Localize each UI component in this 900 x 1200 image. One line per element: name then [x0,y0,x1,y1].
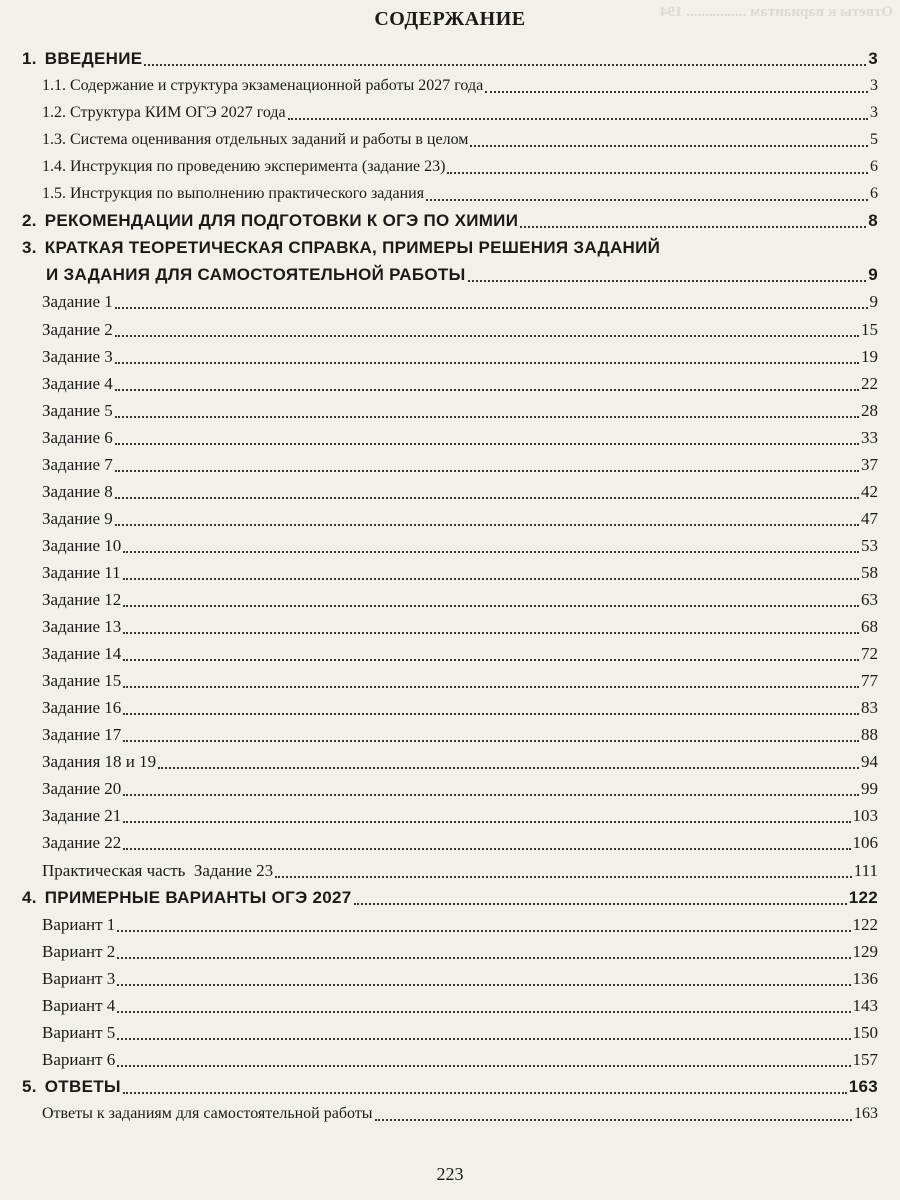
toc-entry-label: РЕКОМЕНДАЦИИ ДЛЯ ПОДГОТОВКИ К ОГЭ ПО ХИМИИ [44,211,519,231]
toc-entry [42,803,878,829]
toc-entry [42,966,878,992]
toc-entry-title [42,614,121,640]
toc-entry-label: Задание 13 [42,617,122,637]
toc-entry [42,587,878,613]
toc-entry-label: Вариант 6 [42,1049,116,1069]
toc-entry [42,939,878,965]
dot-leader [123,632,859,634]
dot-leader [123,1092,847,1094]
dot-leader [115,470,859,472]
toc-entry [42,1047,878,1073]
toc-entry-label: 1.4. Инструкция по проведению эксперимента (задание 23) [42,158,446,176]
toc-entry [42,317,878,343]
toc-page-number: 163 [854,1104,878,1122]
toc-page-number: 143 [852,995,878,1015]
toc-page-number: 3 [868,49,878,68]
toc-entry-label: Задание 12 [42,590,122,609]
toc-entry [42,1101,878,1127]
toc-entry-label: Задание 7 [42,454,113,474]
dot-leader [117,930,850,932]
toc-section-number: 1. [22,49,37,68]
toc-entry-title [42,425,113,451]
toc-entry [42,695,878,721]
toc-page-number: 3 [870,77,878,95]
toc-entry [42,425,878,451]
dot-leader [123,551,859,553]
toc-entry-title [42,73,483,99]
toc-entry-label: Задание 10 [42,535,122,555]
toc-entry [22,235,878,261]
toc-page-number: 9 [869,292,878,312]
dot-leader [123,848,850,850]
toc-entry [42,289,878,315]
bleed-through-text: Ответы к вариантам ................ 194 [660,4,894,20]
toc-page-number: 68 [861,617,878,637]
toc-entry-title [42,912,115,938]
toc-page-number: 72 [861,644,878,664]
toc-entry-label: Задание 20 [42,779,122,799]
toc-entry-title [42,641,121,667]
toc-entry-label: КРАТКАЯ ТЕОРЕТИЧЕСКАЯ СПРАВКА, ПРИМЕРЫ РЕШЕНИЯ ЗАДАНИЙ [44,238,661,258]
dot-leader [123,659,859,661]
toc-entry-label: Вариант 2 [42,941,116,961]
toc-page-number: 163 [848,1076,878,1096]
page-number: 223 [436,1164,464,1184]
toc-entry-label: Задание 6 [42,427,113,447]
toc-entry-title [22,46,142,72]
toc-entry [42,479,878,505]
toc-entry-title [42,749,156,775]
toc-entry-label: ОТВЕТЫ [44,1076,121,1096]
toc-entry-label: Задание 3 [42,346,113,366]
toc-entry-title [42,371,113,397]
toc-entry-title [42,181,424,207]
toc-entry-title [42,344,113,370]
toc-entry-label: Задание 22 [42,833,122,853]
dot-leader [470,145,868,147]
toc-page-number: 8 [868,211,878,231]
toc-page-number: 37 [861,454,878,474]
toc-page-number: 3 [870,104,878,122]
toc-entry-title [42,1020,115,1046]
toc-entry-label: Задания 18 и 19 [42,752,157,772]
toc-entry [42,344,878,370]
toc-entry-label: 1.5. Инструкция по выполнению практического задания [42,185,425,203]
dot-leader [115,443,859,445]
toc-section-number: 5. [22,1076,37,1096]
toc-entry-label: Вариант 5 [42,1022,116,1042]
toc-entry-title [22,1074,121,1100]
toc-page-number: 9 [868,265,878,285]
toc-entry [42,533,878,559]
toc-entry-label: Задание 14 [42,644,122,664]
page-title: СОДЕРЖАНИЕ [374,8,526,30]
dot-leader [123,821,850,823]
dot-leader [115,307,868,309]
toc-page-number: 47 [861,508,878,528]
toc-entry [42,858,878,884]
toc-entry-title [42,939,115,965]
toc-entry [42,452,878,478]
dot-leader [520,226,866,228]
toc-entry [46,262,878,288]
dot-leader [123,578,859,580]
toc-entry-label: Задание 16 [42,698,122,718]
toc-entry-title [42,830,121,856]
toc-page-number: 77 [861,671,878,691]
toc-entry-title [42,506,113,532]
toc-section-number: 4. [22,887,37,907]
toc-entry [22,885,878,911]
toc-entry-title [42,966,115,992]
toc-entry-label: Задание 4 [42,373,113,393]
dot-leader [288,118,868,120]
dot-leader [354,903,847,905]
toc-entry [42,614,878,640]
toc-entry-label: Задание 2 [42,319,113,339]
toc-entry-title [42,1047,115,1073]
dot-leader [117,1011,850,1013]
toc-entry-title [42,993,115,1019]
dot-leader [123,794,859,796]
toc-entry [42,371,878,397]
toc-entry-title [42,479,113,505]
dot-leader [275,876,852,878]
toc-page-number: 22 [861,373,878,393]
toc-entry-title [42,560,121,586]
dot-leader [115,389,859,391]
toc-entry-label: Задание 11 [42,562,121,582]
toc-entry-title [42,1101,373,1127]
toc-entry [42,749,878,775]
toc-entry-title [42,317,113,343]
dot-leader [115,497,859,499]
toc-page-number: 19 [861,346,878,366]
toc-entry-title [42,127,468,153]
toc-entry-title [22,235,660,261]
toc-entry [22,46,878,72]
dot-leader [123,740,859,742]
toc-entry-label: Вариант 3 [42,968,116,988]
toc-entry-title [42,695,121,721]
toc-entry [42,1020,878,1046]
toc-entry [42,830,878,856]
toc-entry-title [42,587,121,613]
toc-section-number: 3. [22,238,37,258]
dot-leader [123,605,859,607]
toc-entry [42,641,878,667]
toc-entry [42,776,878,802]
toc-entry-label: 1.2. Структура КИМ ОГЭ 2027 года [42,104,286,122]
toc-entry-label: Задание 17 [42,725,122,745]
toc-entry-label: Вариант 1 [42,914,116,934]
dot-leader [117,1038,850,1040]
toc-page-number: 63 [861,590,878,609]
dot-leader [468,280,867,282]
toc-entry [42,560,878,586]
toc-entry [42,398,878,424]
toc-page-number: 103 [852,806,878,826]
dot-leader [117,984,850,986]
toc-page-number: 6 [870,185,878,203]
toc-page-number: 136 [852,968,878,988]
toc-entry-title [22,885,352,911]
toc-entry [42,668,878,694]
toc-entry-title [46,262,466,288]
dot-leader [115,416,859,418]
toc-page-number: 6 [870,158,878,176]
toc-page-number: 53 [861,535,878,555]
toc-entry [42,722,878,748]
toc-entry-title [42,154,445,180]
dot-leader [426,199,868,201]
toc-page-number: 129 [852,941,878,961]
toc-page-number: 42 [861,481,878,501]
toc-entry-label: Задание 5 [42,400,113,420]
toc-entry-label: ВВЕДЕНИЕ [44,49,143,68]
toc-entry-label: 1.3. Система оценивания отдельных заданий и работы в целом [42,131,469,149]
toc-page-number: 122 [852,914,878,934]
toc-entry-label: Задание 8 [42,481,113,501]
toc-entry-title [42,289,113,315]
toc-entry-title [42,398,113,424]
toc-page-number: 157 [852,1049,878,1069]
toc-entry-label: Ответы к заданиям для самостоятельной работы [42,1104,373,1122]
toc-entry-label: Задание 9 [42,508,113,528]
toc-entry-title [42,776,121,802]
dot-leader [115,335,859,337]
toc-entry-title [42,803,121,829]
toc-entry-title [42,452,113,478]
toc-page-number: 15 [861,319,878,339]
toc-entry-title [42,533,121,559]
toc-page-number: 58 [861,562,878,582]
toc-entry-title [42,100,286,126]
toc-page-number: 111 [853,860,878,880]
dot-leader [117,957,850,959]
toc-page-number: 150 [852,1022,878,1042]
toc-entry [42,73,878,99]
toc-page-number: 122 [848,887,878,907]
toc-entry [42,506,878,532]
dot-leader [158,767,859,769]
toc-entry-title [22,208,518,234]
toc-entry [42,100,878,126]
toc-entry-title [42,722,121,748]
dot-leader [115,362,859,364]
toc-entry-label: 1.1. Содержание и структура экзаменационной работы 2027 года [42,77,484,95]
toc-entry-label: Вариант 4 [42,995,116,1015]
toc-entry-title [42,858,273,884]
toc-page-number: 5 [870,131,878,149]
toc-page-number: 106 [852,833,878,853]
toc-entry [42,181,878,207]
toc-entry-label: Задание 1 [42,292,113,312]
dot-leader [117,1065,850,1067]
dot-leader [447,172,868,174]
toc-entry [42,127,878,153]
toc-entry [22,1074,878,1100]
toc-entry [42,154,878,180]
toc-entry-label: ПРИМЕРНЫЕ ВАРИАНТЫ ОГЭ 2027 [44,887,352,907]
dot-leader [115,524,859,526]
toc-section-number: 2. [22,211,37,231]
toc-page-number: 33 [861,427,878,447]
toc-page-number: 28 [861,400,878,420]
dot-leader [123,713,859,715]
dot-leader [123,686,859,688]
toc-entry-label: Задание 21 [42,806,122,826]
dot-leader [485,91,868,93]
toc-entry-title [42,668,121,694]
toc-entry [42,912,878,938]
toc-page-number: 83 [861,698,878,718]
toc-entry-label: Задание 15 [42,671,122,691]
toc-page-number: 94 [861,752,878,772]
dot-leader [375,1119,852,1121]
dot-leader [144,64,866,66]
toc-page-number: 88 [861,725,878,745]
toc-page-number: 99 [861,779,878,799]
toc-entry-label: И ЗАДАНИЯ ДЛЯ САМОСТОЯТЕЛЬНОЙ РАБОТЫ [46,265,466,285]
toc-entry-label: Практическая часть Задание 23 [42,860,274,880]
toc-entry [42,993,878,1019]
toc-entry [22,208,878,234]
